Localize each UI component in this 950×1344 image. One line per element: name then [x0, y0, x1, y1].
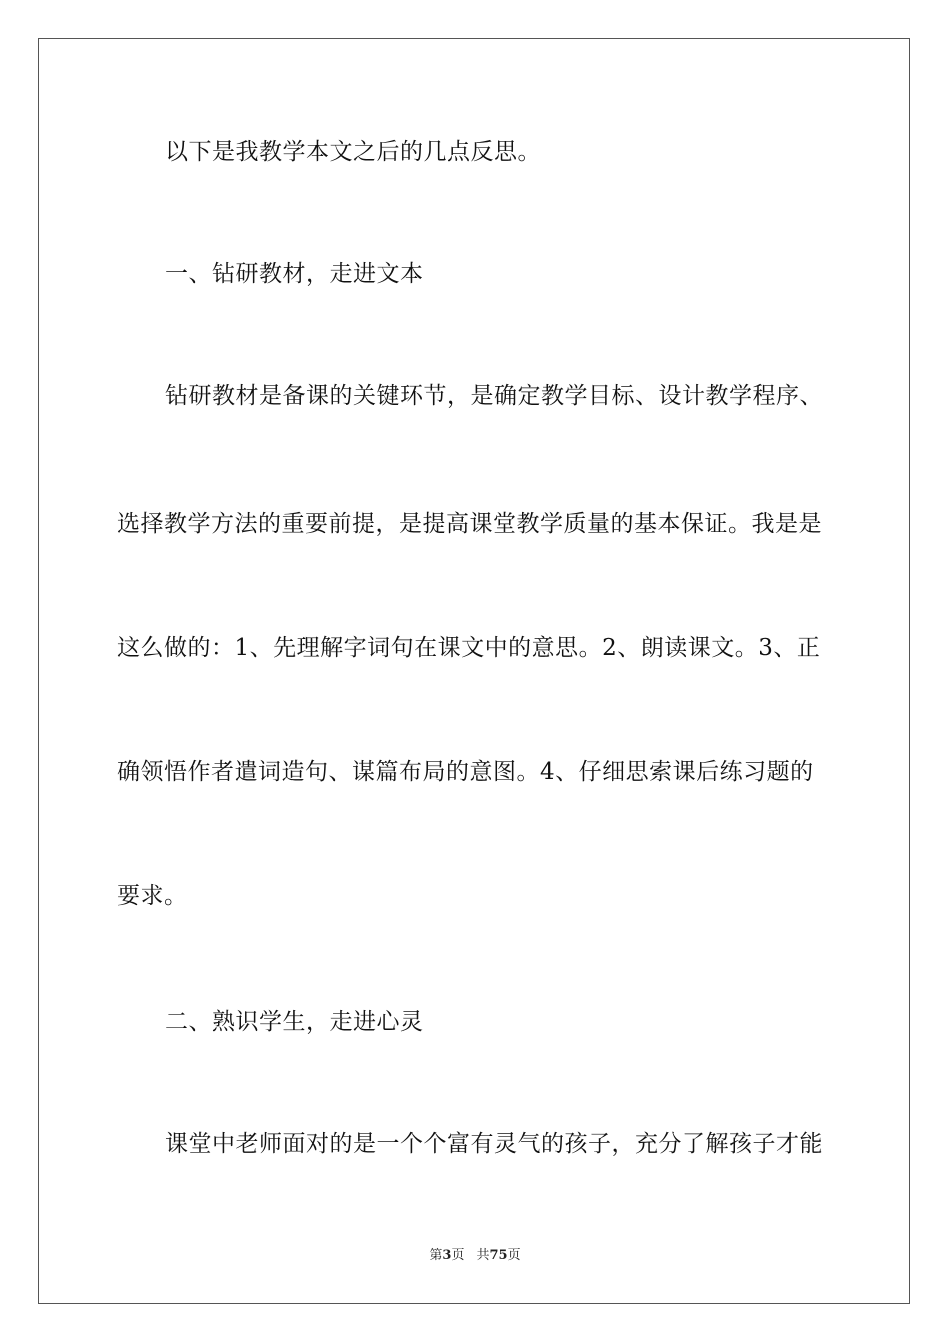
- page-border: [38, 38, 910, 1304]
- footer-page-number: 3: [442, 1248, 452, 1263]
- paragraph-line: 选择教学方法的重要前提，是提高课堂教学质量的基本保证。我是是: [117, 511, 822, 537]
- page-footer: [0, 1247, 950, 1265]
- footer-total-pages: 75: [489, 1248, 508, 1263]
- section-heading-1: 一、钻研教材，走进文本: [165, 261, 424, 287]
- section-heading-2: 二、熟识学生，走进心灵: [165, 1009, 424, 1035]
- paragraph-line: 课堂中老师面对的是一个个富有灵气的孩子，充分了解孩子才能: [165, 1131, 823, 1157]
- paragraph-intro: 以下是我教学本文之后的几点反思。: [165, 139, 541, 165]
- paragraph-line: 确领悟作者遣词造句、谋篇布局的意图。4、仔细思索课后练习题的: [117, 759, 814, 785]
- footer-page-suffix: 页: [451, 1248, 465, 1263]
- paragraph-line: 钻研教材是备课的关键环节，是确定教学目标、设计教学程序、: [165, 383, 823, 409]
- paragraph-line: 要求。: [117, 883, 188, 909]
- paragraph-line: 这么做的：1、先理解字词句在课文中的意思。2、朗读课文。3、正: [117, 635, 821, 661]
- footer-total-prefix: 共: [476, 1248, 490, 1263]
- footer-page-prefix: 第: [429, 1248, 443, 1263]
- footer-total-suffix: 页: [507, 1248, 521, 1263]
